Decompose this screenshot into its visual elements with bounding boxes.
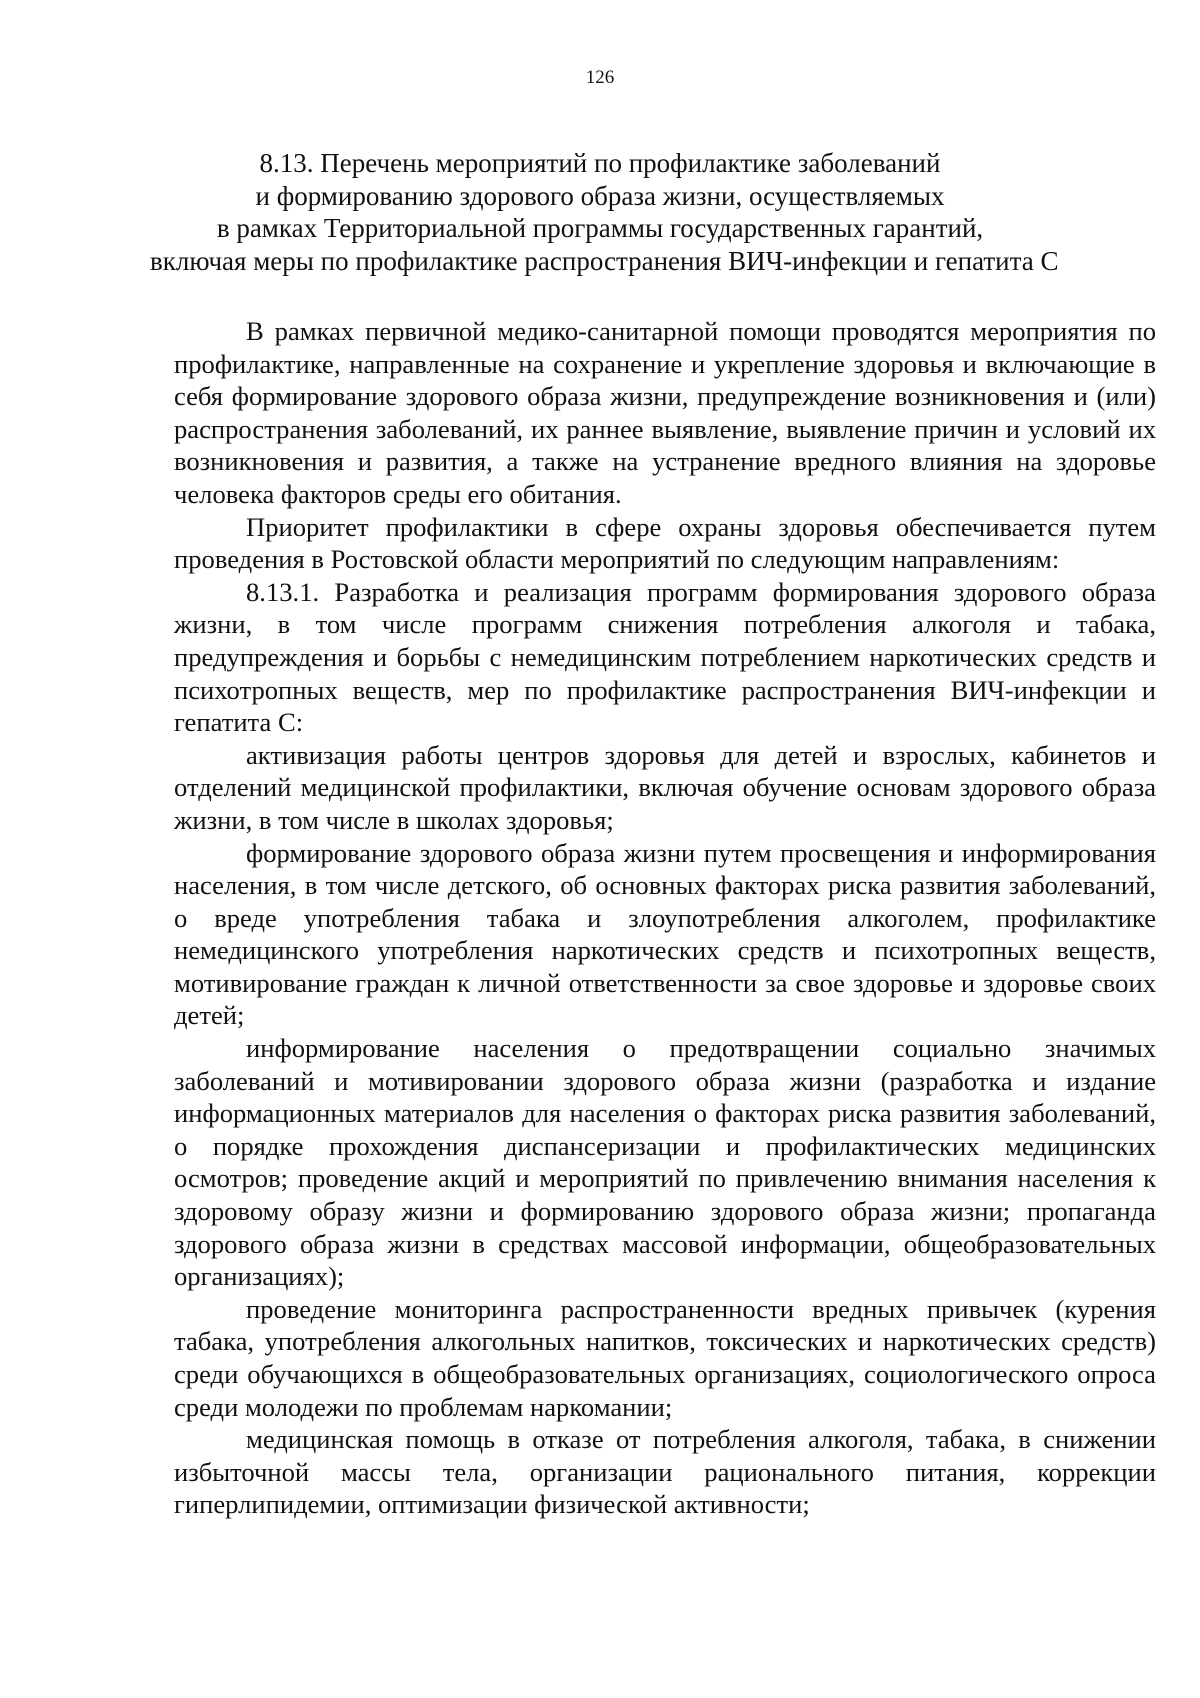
body-text	[174, 315, 1156, 1521]
section-heading-line: 8.13. Перечень мероприятий по профилактике заболеваний	[259, 148, 941, 178]
section-heading-line: в рамках Территориальной программы государственных гарантий,	[216, 213, 984, 243]
paragraph-medical-help: медицинская помощь в отказе от потребления алкоголя, табака, в снижении избыточной массы тела, организации рационального питания, коррекции гиперлипидемии, оптимизации физической активности;	[174, 1424, 1156, 1520]
section-heading	[150, 147, 1059, 277]
section-heading-line: и формированию здорового образа жизни, осуществляемых	[255, 180, 945, 211]
paragraph-primary-care: В рамках первичной медико-санитарной помощи проводятся мероприятия по профилактике, направленные на сохранение и укрепление здоровья и включающие в себя формирование здорового образа жизни, предупреждение возникновения и (или) распространения заболеваний, их раннее выявление, выявление причин и условий их возникновения и развития, а также на устранение вредного влияния на здоровье человека факторов среды его обитания.	[174, 316, 1156, 509]
paragraph-prevention-priority: Приоритет профилактики в сфере охраны здоровья обеспечивается путем проведения в Ростовской области мероприятий по следующим направлениям:	[174, 511, 1156, 575]
paragraph-health-centers: активизация работы центров здоровья для детей и взрослых, кабинетов и отделений медицинской профилактики, включая обучение основам здорового образа жизни, в том числе в школах здоровья;	[174, 739, 1156, 835]
paragraph-healthy-lifestyle: формирование здорового образа жизни путем просвещения и информирования населения, в том числе детского, об основных факторах риска развития заболеваний, о вреде употребления табака и злоупотребления алкоголем, профилактике немедицинского употребления наркотических средств и психотропных веществ, мотивирование граждан к личной ответственности за свое здоровье и здоровье своих детей;	[174, 837, 1156, 1031]
paragraph-monitoring: проведение мониторинга распространенности вредных привычек (курения табака, употребления алкогольных напитков, токсических и наркотических средств) среди обучающихся в общеобразовательных организациях, социологического опроса среди молодежи по проблемам наркомании;	[174, 1293, 1156, 1422]
page-number: 126	[585, 67, 615, 88]
paragraph-8-13-1: 8.13.1. Разработка и реализация программ формирования здорового образа жизни, в том числе программ снижения потребления алкоголя и табака, предупреждения и борьбы с немедицинским потреблением наркотических средств и психотропных веществ, мер по профилактике распространения ВИЧ-инфекции и гепатита С:	[174, 576, 1156, 738]
section-heading-line: включая меры по профилактике распространения ВИЧ-инфекции и гепатита С	[150, 245, 1059, 276]
paragraph-informing-population: информирование населения о предотвращении социально значимых заболеваний и мотивировании здорового образа жизни (разработка и издание информационных материалов для населения о факторах риска развития заболеваний, о порядке прохождения диспансеризации и профилактических медицинских осмотров; проведение акций и мероприятий по привлечению внимания населения к здоровому образу жизни и формированию здорового образа жизни; пропаганда здорового образа жизни в средствах массовой информации, общеобразовательных организациях);	[174, 1033, 1156, 1292]
